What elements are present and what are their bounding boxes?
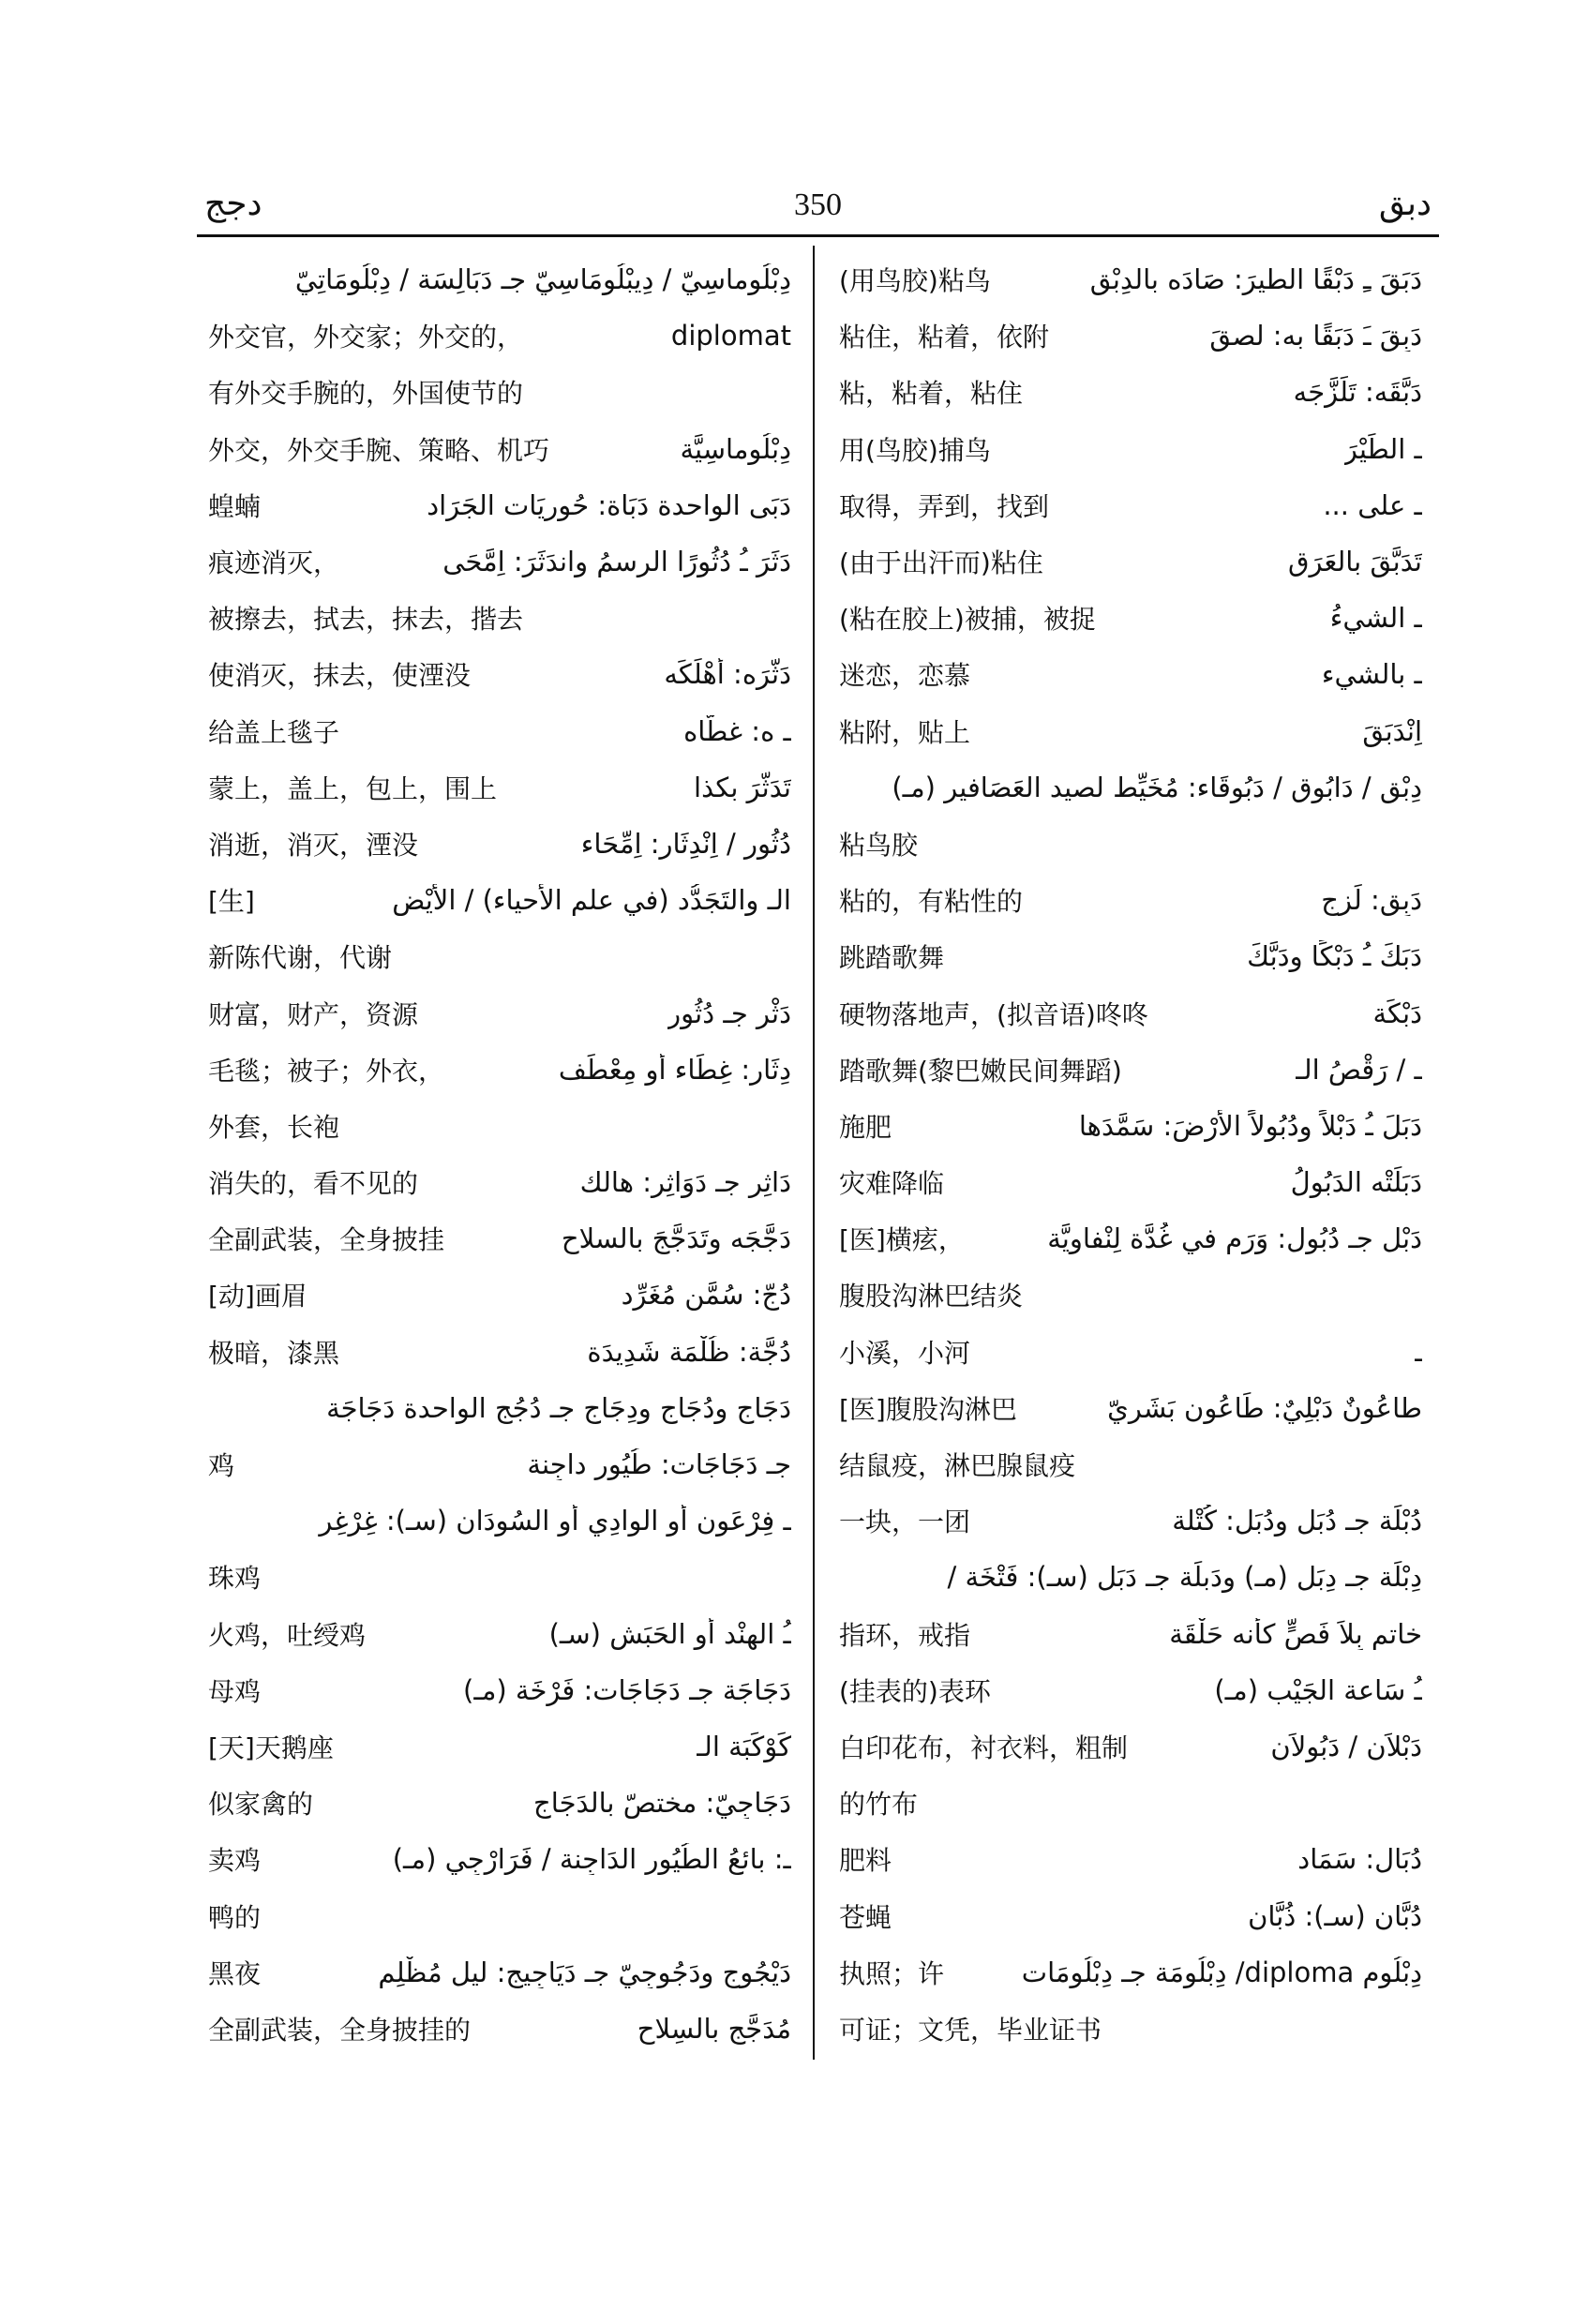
dictionary-entry-row <box>839 1154 1422 1210</box>
entry-chinese-translation: [动]画眉 <box>208 1281 307 1312</box>
entry-arabic-headword: دَثْر جـ دُثُور <box>667 997 791 1029</box>
dictionary-entry-row <box>839 251 1422 307</box>
entry-chinese-translation: 外交，外交手腕、策略、机巧 <box>208 434 550 466</box>
dictionary-entry-row <box>208 1718 791 1775</box>
entry-chinese-translation: 跳踏歌舞 <box>839 942 945 974</box>
dictionary-entry-row <box>839 1492 1422 1549</box>
entry-chinese-translation: 极暗，漆黑 <box>208 1337 340 1369</box>
dictionary-entry-row <box>208 703 791 759</box>
entry-arabic-headword: دُثُور / اِنْدِثَار: اِمِّحَاء <box>580 827 791 860</box>
dictionary-entry-row <box>839 307 1422 364</box>
entry-chinese-translation: 外套，长袍 <box>208 1111 340 1143</box>
entry-arabic-headword: تَدَثَّرَ بكذا <box>694 771 791 803</box>
entry-chinese-translation: 可证；文凭，毕业证书 <box>839 2014 1102 2046</box>
entry-chinese-translation: 使消灭，抹去，使湮没 <box>208 660 472 692</box>
entry-arabic-headword: ـُ الهِنْد أو الحَبَش (سـ) <box>548 1617 791 1650</box>
entry-arabic-headword: دُجّ: سُمَّن مُغَرِّد <box>621 1279 791 1312</box>
entry-chinese-translation: 腹股沟淋巴结炎 <box>839 1281 1024 1312</box>
dictionary-entry-row <box>839 872 1422 928</box>
entry-arabic-headword: تَدَبَّقَ بالعَرَق <box>1287 546 1422 578</box>
entry-arabic-headword: دَبَلَتْه الدَبُولُ <box>1290 1166 1422 1199</box>
entry-chinese-translation: 灾难降临 <box>839 1168 945 1200</box>
entry-chinese-translation: 新陈代谢，代谢 <box>208 942 393 974</box>
dictionary-entry-row <box>839 928 1422 984</box>
entry-arabic-headword: ـ / رَقْصُ الـ <box>1296 1053 1422 1086</box>
entry-chinese-translation: 踏歌舞(黎巴嫩民间舞蹈) <box>839 1055 1122 1087</box>
entry-arabic-headword: دَبْكَة <box>1372 997 1422 1029</box>
entry-chinese-translation: 财富，财产，资源 <box>208 998 419 1030</box>
entry-arabic-headword: دَبَقَ ـِ دَبْقًا الطيرَ: صَادَه بالدِبْق <box>1089 263 1422 296</box>
dictionary-entry-row <box>208 928 791 984</box>
entry-chinese-translation: 卖鸡 <box>208 1845 262 1877</box>
dictionary-entry-row <box>208 1887 791 1943</box>
dictionary-entry-row <box>208 590 791 646</box>
entry-arabic-headword: ـ ه: غطّاه <box>683 714 791 747</box>
dictionary-entry-row <box>208 307 791 364</box>
entry-chinese-translation: [医]腹股沟淋巴 <box>839 1393 1017 1425</box>
entry-chinese-translation: 的竹布 <box>839 1789 919 1821</box>
dictionary-entry-row <box>208 1210 791 1267</box>
dictionary-entry-row <box>208 984 791 1041</box>
entry-chinese-translation: 硬物落地声，(拟音语)咚咚 <box>839 998 1148 1030</box>
entry-chinese-translation: 蒙上，盖上，包上，围上 <box>208 772 498 804</box>
page-number: 350 <box>794 187 842 222</box>
dictionary-entry-row <box>839 590 1422 646</box>
entry-chinese-translation: 粘住，粘着，依附 <box>839 322 1050 353</box>
page-header <box>197 178 1439 237</box>
entry-arabic-headword: دَبَى الواحدة دَبَاة: حُورِيَات الجَرَاد <box>427 488 791 521</box>
entry-arabic-headword: الـ والتَجَدُّد (في علم الأحياء) / الأَيْض <box>392 884 791 917</box>
entry-arabic-headword: دَبِقَ ـَ دَبَقًا به: لصقَ <box>1209 320 1422 352</box>
entry-arabic-headword: ـ الشيءُ <box>1329 602 1422 635</box>
dictionary-entry-row <box>839 816 1422 872</box>
dictionary-entry-row <box>208 1042 791 1098</box>
entry-arabic-headword: دَبْل جـ دُبُول: وَرَم في غُدَّة لِنْفاوِيَّة <box>1047 1222 1422 1255</box>
dictionary-entry-row <box>839 1662 1422 1718</box>
entry-chinese-translation: 粘鸟胶 <box>839 829 919 861</box>
entry-chinese-translation: [医]横痃， <box>839 1224 965 1256</box>
entry-chinese-translation: 取得，弄到，找到 <box>839 490 1050 522</box>
dictionary-entry-row <box>839 703 1422 759</box>
dictionary-entry-row <box>839 1267 1422 1323</box>
entry-arabic-headword: diplomat <box>670 320 791 352</box>
entry-arabic-headword: دَبَكَ ـُ دَبْكًا ودَبَّكَ <box>1247 940 1422 973</box>
entry-arabic-headword: ـ فِرْعَون أو الوادِي أو السُودَان (سـ): غِرْغِر <box>319 1505 791 1537</box>
entry-chinese-translation: 粘附，贴上 <box>839 716 971 748</box>
dictionary-entry-row <box>839 1831 1422 1887</box>
entry-chinese-translation: 小溪，小河 <box>839 1337 971 1369</box>
dictionary-entry-row <box>208 533 791 590</box>
dictionary-entry-row <box>208 364 791 420</box>
entry-arabic-headword: مُدَجَّج بالسِلاح <box>637 2012 791 2045</box>
dictionary-entry-row <box>208 251 791 307</box>
dictionary-entry-row <box>839 984 1422 1041</box>
dictionary-entry-row <box>208 1662 791 1718</box>
dictionary-entry-row <box>839 1775 1422 1831</box>
dictionary-entry-row <box>839 1606 1422 1662</box>
entry-chinese-translation: 一块，一团 <box>839 1507 971 1538</box>
entry-chinese-translation: 毛毯；被子；外衣， <box>208 1055 445 1087</box>
dictionary-entry-row <box>208 1436 791 1492</box>
dictionary-entry-row <box>208 1831 791 1887</box>
entry-chinese-translation: 肥料 <box>839 1845 892 1877</box>
entry-arabic-headword: دُجَّة: ظُلْمَة شَدِيدَة <box>587 1335 791 1368</box>
entry-chinese-translation: 粘的，有粘性的 <box>839 886 1024 918</box>
dictionary-entry-row <box>839 477 1422 533</box>
dictionary-entry-row <box>208 1606 791 1662</box>
entry-chinese-translation: 被擦去，拭去，抹去，揩去 <box>208 604 524 636</box>
entry-chinese-translation: [生] <box>208 886 255 918</box>
right-column <box>839 251 1422 2057</box>
dictionary-entry-row <box>839 1380 1422 1436</box>
dictionary-entry-row <box>839 1549 1422 1605</box>
dictionary-entry-row <box>208 1267 791 1323</box>
entry-chinese-translation: (粘在胶上)被捕，被捉 <box>839 604 1096 636</box>
entry-arabic-headword: دَثَّرَه: أَهْلَكَه <box>664 658 791 691</box>
entry-chinese-translation: 执照；许 <box>839 1957 945 1989</box>
entry-chinese-translation: (用鸟胶)粘鸟 <box>839 265 991 297</box>
dictionary-entry-row <box>208 1775 791 1831</box>
dictionary-entry-row <box>839 1718 1422 1775</box>
entry-arabic-headword: ـ: بائعُ الطُيُور الدَاجِنة / فَرَارْجِي (مـ) <box>392 1843 791 1876</box>
dictionary-entry-row <box>208 477 791 533</box>
entry-arabic-headword: دِبْلُوماسِيّ / دِيبْلُومَاسِيّ جـ دَبَالِسَة / دِبْلُومَاتِيّ <box>294 263 791 296</box>
dictionary-entry-row <box>839 646 1422 702</box>
entry-chinese-translation: 苍蝇 <box>839 1901 892 1933</box>
entry-arabic-headword: دِبْلُوم diploma/ دِبْلُومَة جـ دِبْلُومَات <box>1021 1956 1422 1988</box>
entry-arabic-headword: دُبْلَة جـ دُبَل ودُبَل: كُتْلة <box>1172 1505 1422 1537</box>
entry-arabic-headword: طاعُونٌ دَبْلِيٌ: طَاعُون بَشَرِيّ <box>1107 1391 1422 1424</box>
dictionary-entry-row <box>839 1324 1422 1380</box>
entry-chinese-translation: 外交官，外交家；外交的， <box>208 322 524 353</box>
entry-chinese-translation: 有外交手腕的，外国使节的 <box>208 378 524 410</box>
dictionary-entry-row <box>208 1944 791 2001</box>
entry-chinese-translation: 母鸡 <box>208 1675 262 1707</box>
entry-arabic-headword: دَبْلاَن / دَبُولاَن <box>1270 1730 1422 1762</box>
dictionary-entry-row <box>839 1042 1422 1098</box>
entry-arabic-headword: ـ الطَيْرَ <box>1343 432 1422 465</box>
dictionary-entry-row <box>839 1098 1422 1154</box>
entry-arabic-headword: دَبَّقَه: تَلَزَّجَه <box>1293 376 1422 409</box>
entry-chinese-translation: 黑夜 <box>208 1957 262 1989</box>
dictionary-entry-row <box>208 2001 791 2057</box>
entry-arabic-headword: كَوْكَبَة الـ <box>696 1730 791 1762</box>
dictionary-entry-row <box>839 421 1422 477</box>
entry-arabic-headword: دَجَّجَه وتَدَجَّجَ بالسلاح <box>561 1222 791 1255</box>
dictionary-entry-row <box>208 1492 791 1549</box>
entry-arabic-headword: دُبَال: سَمَاد <box>1297 1843 1422 1876</box>
entry-chinese-translation: [天]天鹅座 <box>208 1732 334 1763</box>
entry-chinese-translation: 珠鸡 <box>208 1563 262 1595</box>
dictionary-entry-row <box>208 816 791 872</box>
entry-arabic-headword: دُبَّان (سـ): ذُبَّان <box>1248 1899 1422 1932</box>
dictionary-entry-row <box>208 1549 791 1605</box>
entry-chinese-translation: 全副武装，全身披挂 <box>208 1224 445 1256</box>
entry-arabic-headword: ـُ سَاعة الجَيْب (مـ) <box>1214 1673 1422 1706</box>
dictionary-entry-row <box>208 1098 791 1154</box>
entry-arabic-headword: دَجَاجَة جـ دَجَاجَات: فَرْخَة (مـ) <box>463 1673 791 1706</box>
entry-arabic-headword: دَاثِر جـ دَوَاثِر: هالك <box>579 1166 791 1199</box>
entry-arabic-headword: دِبْلُوماسِيَّة <box>680 432 791 465</box>
entry-arabic-headword: دِبْلَة جـ دِبَل (مـ) ودَبلَة جـ دَبَل (سـ): فَتْخَة / <box>947 1561 1422 1594</box>
entry-chinese-translation: 消失的，看不见的 <box>208 1168 419 1200</box>
dictionary-entry-row <box>839 1944 1422 2001</box>
dictionary-entry-row <box>839 1436 1422 1492</box>
column-divider <box>813 246 815 2060</box>
entry-chinese-translation: 鸡 <box>208 1450 235 1482</box>
entry-chinese-translation: 痕迹消灭， <box>208 547 340 579</box>
dictionary-entry-row <box>839 1887 1422 1943</box>
entry-chinese-translation: 鸭的 <box>208 1901 262 1933</box>
entry-arabic-headword: دِبْق / دَابُوق / دَبُوقَاء: مُخَيِّط لصيد العَصَافير (مـ) <box>892 771 1422 803</box>
entry-arabic-headword: دَبِق: لَزِج <box>1321 884 1422 917</box>
entry-arabic-headword: ـ <box>1414 1335 1422 1368</box>
header-right-guide-word: دبق <box>1378 185 1432 223</box>
dictionary-entry-row <box>839 2001 1422 2057</box>
entry-arabic-headword: دَبَلَ ـُ دَبْلاً ودُبُولاً الأرْضَ: سَمَّدَها <box>1078 1109 1422 1142</box>
left-column <box>208 251 791 2057</box>
entry-chinese-translation: 似家禽的 <box>208 1789 314 1821</box>
entry-arabic-headword: دَجَاج ودُجَاج ودِجَاج جـ دُجُج الواحدة دَجَاجَة <box>326 1391 791 1424</box>
entry-chinese-translation: (由于出汗而)粘住 <box>839 547 1043 579</box>
entry-chinese-translation: 全副武装，全身披挂的 <box>208 2014 472 2046</box>
entry-arabic-headword: اِنْدَبَقَ <box>1362 714 1422 747</box>
dictionary-entry-row <box>208 1324 791 1380</box>
entry-chinese-translation: 火鸡，吐绶鸡 <box>208 1619 367 1651</box>
entry-arabic-headword: جـ دَجَاجَات: طُيُور داجِنة <box>527 1448 791 1481</box>
entry-arabic-headword: ـ على ... <box>1323 488 1422 521</box>
entry-chinese-translation: 粘，粘着，粘住 <box>839 378 1024 410</box>
entry-chinese-translation: 给盖上毯子 <box>208 716 340 748</box>
entry-arabic-headword: دِثَار: غِطَاء أو مِعْطَف <box>558 1053 791 1086</box>
entry-chinese-translation: 消逝，消灭，湮没 <box>208 829 419 861</box>
dictionary-entry-row <box>839 533 1422 590</box>
dictionary-entry-row <box>208 1154 791 1210</box>
entry-chinese-translation: 蝗蝻 <box>208 490 262 522</box>
entry-chinese-translation: 指环，戒指 <box>839 1619 971 1651</box>
dictionary-entry-row <box>208 421 791 477</box>
dictionary-entry-row <box>208 872 791 928</box>
dictionary-entry-row <box>208 1380 791 1436</box>
entry-chinese-translation: 用(鸟胶)捕鸟 <box>839 434 991 466</box>
dictionary-entry-row <box>208 759 791 816</box>
header-left-guide-word: دجج <box>204 185 262 223</box>
dictionary-entry-row <box>208 646 791 702</box>
entry-arabic-headword: خاتم بِلاَ فَصٍّ كأنه حَلْقَة <box>1169 1617 1422 1650</box>
dictionary-entry-row <box>839 364 1422 420</box>
dictionary-entry-row <box>839 1210 1422 1267</box>
entry-chinese-translation: 迷恋，恋慕 <box>839 660 971 692</box>
entry-chinese-translation: (挂表的)表环 <box>839 1675 991 1707</box>
entry-chinese-translation: 结鼠疫，淋巴腺鼠疫 <box>839 1450 1076 1482</box>
entry-arabic-headword: ـ بالشيء <box>1321 658 1422 691</box>
entry-arabic-headword: دَيْجُوج ودَجُوجِيّ جـ دَيَاجِيج: ليل مُظْلِم <box>378 1956 791 1988</box>
entry-chinese-translation: 施肥 <box>839 1111 892 1143</box>
entry-arabic-headword: دَجَاجِيّ: مختصّ بالدَجَاج <box>533 1787 791 1820</box>
entry-chinese-translation: 白印花布，衬衣料，粗制 <box>839 1732 1129 1763</box>
dictionary-entry-row <box>839 759 1422 816</box>
entry-arabic-headword: دَثَرَ ـُ دُثُورًا الرسمُ واندَثَرَ: اِمَّحَى <box>442 546 791 578</box>
